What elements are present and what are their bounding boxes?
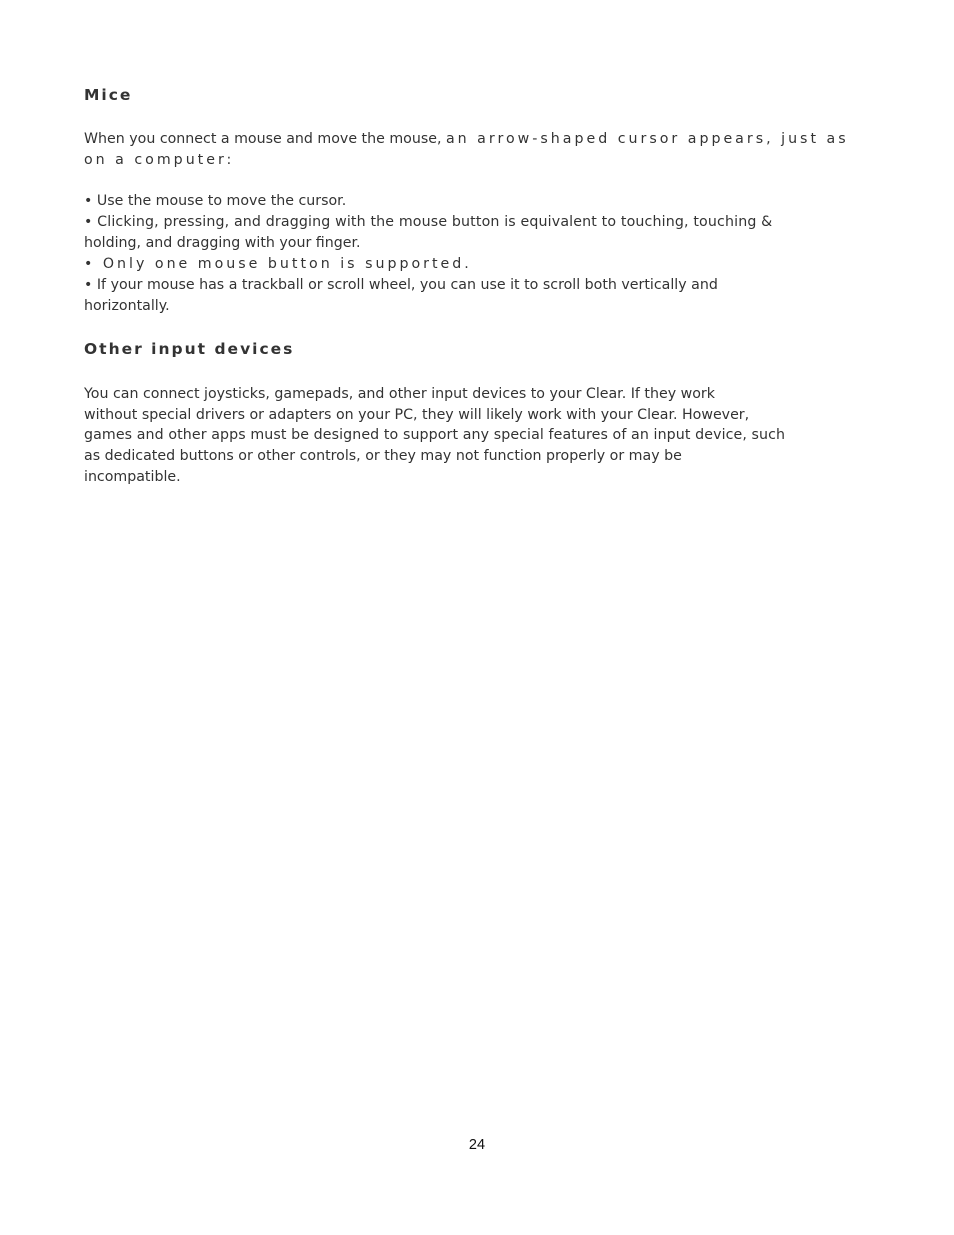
section-heading-other-input-devices: Other input devices <box>84 340 295 358</box>
mice-bullet-4-line-1: • If your mouse has a trackball or scroll wheel, you can use it to scroll both vertically and <box>84 277 718 293</box>
section-heading-mice: Mice <box>84 86 133 104</box>
mice-intro-line-1 <box>84 129 849 149</box>
other-input-line-4: as dedicated buttons or other controls, or they may not function properly or may be <box>84 448 682 464</box>
mice-bullet-2-line-1: • Clicking, pressing, and dragging with the mouse button is equivalent to touching, touching & <box>84 214 773 230</box>
mice-bullet-4-line-2: horizontally. <box>84 298 170 314</box>
other-input-line-5: incompatible. <box>84 469 181 485</box>
page-number: 24 <box>468 1137 486 1153</box>
mice-bullet-1: • Use the mouse to move the cursor. <box>84 193 347 209</box>
mice-intro-part-a: When you connect a mouse and move the mouse, <box>84 131 446 147</box>
other-input-line-3: games and other apps must be designed to support any special features of an input device, such <box>84 427 786 443</box>
mice-bullet-3: • Only one mouse button is supported. <box>84 256 472 272</box>
mice-bullet-2-line-2: holding, and dragging with your finger. <box>84 235 361 251</box>
mice-intro-part-b: an arrow-shaped cursor appears, just as <box>445 131 849 147</box>
other-input-line-2: without special drivers or adapters on your PC, they will likely work with your Clear. However, <box>84 407 750 423</box>
other-input-line-1: You can connect joysticks, gamepads, and other input devices to your Clear. If they work <box>84 386 715 402</box>
mice-intro-line-2: on a computer: <box>84 152 235 168</box>
